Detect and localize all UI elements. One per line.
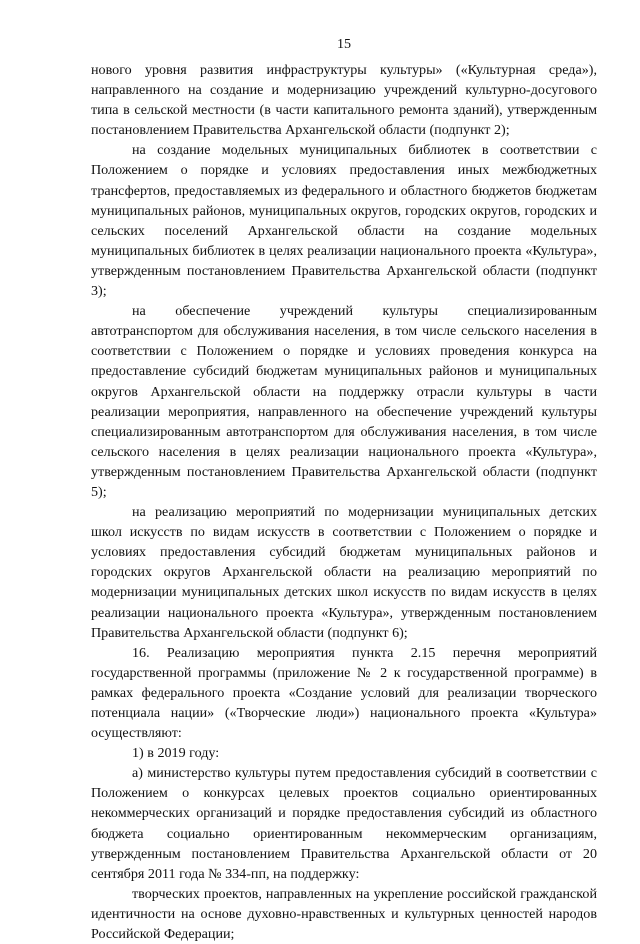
document-page (91, 34, 597, 944)
paragraph-8: творческих проектов, направленных на укрепление российской гражданской идентичности на основе духовно-нравственных и культурных ценностей народов Российской Федерации; (91, 885, 597, 943)
page-number: 15 (336, 36, 352, 52)
paragraph-5: 16. Реализацию мероприятия пункта 2.15 перечня мероприятий государственной программы (приложение № 2 к государственной программе) в рамках федерального проекта «Создание условий для реализации творческого потенциала нации» («Творческие люди») национального проекта «Культура» осуществляют: (91, 644, 597, 742)
paragraph-7: а) министерство культуры путем предоставления субсидий в соответствии с Положением о конкурсах целевых проектов социально ориентированных некоммерческих организаций и порядке предоставления субсидий из областного бюджета социально ориентированным некоммерческим организациям, утвержденным постановлением Правительства Архангельской области от 20 сентября 2011 года № 334-пп, на поддержку: (91, 765, 597, 882)
paragraph-3: на обеспечение учреждений культуры специализированным автотранспортом для обслуживания населения, в том числе сельского населения в соответствии с Положением о порядке и условиях проведения конкурса на предоставление субсидий бюджетам муниципальных районов и муниципальных округов Архангельской области на поддержку отрасли культуры в части реализации мероприятия, направленного на обеспечение учреждений культуры специализированным автотранспортом для обслуживания населения, в том числе сельского населения в целях реализации национального проекта «Культура», утвержденным постановлением Правительства Архангельской области (подпункт 5); (91, 303, 597, 500)
paragraph-6: 1) в 2019 году: (132, 745, 220, 762)
paragraph-1: нового уровня развития инфраструктуры культуры» («Культурная среда»), направленного на создание и модернизацию учреждений культурно-досугового типа в сельской местности (в части капитального ремонта зданий), утвержденным постановлением Правительства Архангельской области (подпункт 2); (91, 62, 597, 139)
paragraph-2: на создание модельных муниципальных библиотек в соответствии с Положением о порядке и условиях предоставления иных межбюджетных трансфертов, предоставляемых из федерального и областного бюджетов бюджетам муниципальных районов, муниципальных округов, городских округов, городских и сельских поселений Архангельской области на создание модельных муниципальных библиотек в целях реализации национального проекта «Культура», утвержденным постановлением Правительства Архангельской области (подпункт 3); (91, 142, 597, 300)
paragraph-4: на реализацию мероприятий по модернизации муниципальных детских школ искусств по видам искусств в соответствии с Положением о порядке и условиях предоставления субсидий бюджетам муниципальных районов и городских округов Архангельской области на реализацию мероприятий по модернизации муниципальных детских школ искусств по видам искусств в целях реализации национального проекта «Культура», утвержденным постановлением Правительства Архангельской области (подпункт 6); (91, 504, 597, 641)
document-body (91, 60, 597, 944)
